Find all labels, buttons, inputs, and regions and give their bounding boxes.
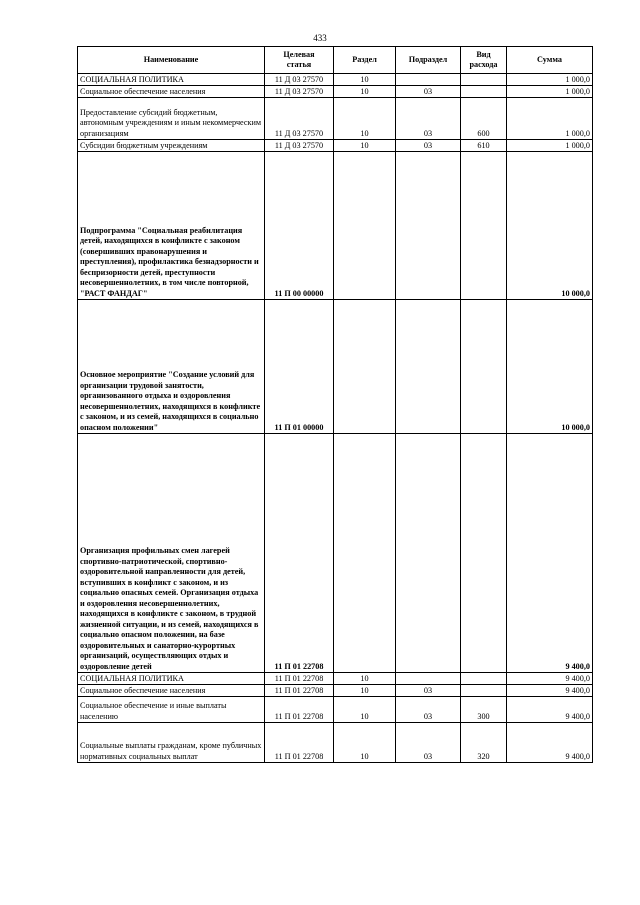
cell-subsection — [396, 673, 461, 685]
cell-article: 11 Д 03 27570 — [265, 98, 334, 140]
cell-section: 10 — [334, 98, 396, 140]
table-header-row — [78, 47, 593, 74]
cell-name: Организация профильных смен лагерей спортивно-патриотической, спортивно-оздоровительной направленности для детей, вступивших в конфликт с законом, и из социально опасных семей. Организация отдыха и оздоровления несовершеннолетних, находящихся в конфликте с законом, в трудной жизненной ситуации, и из семей, находящихся в социально опасном положении, на базе оздоровительных и санаторно-курортных организаций, осуществляющих отдых и оздоровление детей — [78, 434, 265, 673]
cell-sum: 10 000,0 — [507, 152, 593, 300]
table-row — [78, 98, 593, 140]
budget-table — [77, 46, 593, 763]
cell-section: 10 — [334, 673, 396, 685]
cell-name: Предоставление субсидий бюджетным, автономным учреждениям и иным некоммерческим организациям — [78, 98, 265, 140]
cell-subsection: 03 — [396, 86, 461, 98]
cell-expense-type: 610 — [461, 140, 507, 152]
cell-subsection — [396, 300, 461, 434]
cell-article: 11 П 01 22708 — [265, 723, 334, 763]
cell-name: Основное мероприятие "Создание условий для организации трудовой занятости, организованного отдыха и оздоровления несовершеннолетних, находящихся в конфликте с законом, и из семей, находящихся в социально опасном положении" — [78, 300, 265, 434]
cell-expense-type — [461, 152, 507, 300]
cell-expense-type: 600 — [461, 98, 507, 140]
cell-name: Социальное обеспечение и иные выплаты населению — [78, 697, 265, 723]
cell-name: Субсидии бюджетным учреждениям — [78, 140, 265, 152]
cell-sum: 1 000,0 — [507, 86, 593, 98]
cell-expense-type — [461, 74, 507, 86]
table-row — [78, 86, 593, 98]
cell-sum: 9 400,0 — [507, 723, 593, 763]
col-header-name: Наименование — [78, 47, 265, 74]
cell-name: СОЦИАЛЬНАЯ ПОЛИТИКА — [78, 673, 265, 685]
table-row — [78, 685, 593, 697]
cell-section — [334, 152, 396, 300]
cell-expense-type — [461, 86, 507, 98]
cell-expense-type: 300 — [461, 697, 507, 723]
cell-expense-type — [461, 685, 507, 697]
table-row — [78, 152, 593, 300]
cell-section: 10 — [334, 685, 396, 697]
page-number: 433 — [313, 33, 327, 43]
cell-article: 11 П 00 00000 — [265, 152, 334, 300]
col-header-sum: Сумма — [507, 47, 593, 74]
cell-sum: 1 000,0 — [507, 98, 593, 140]
cell-subsection: 03 — [396, 140, 461, 152]
table-row — [78, 74, 593, 86]
cell-section: 10 — [334, 74, 396, 86]
cell-sum: 9 400,0 — [507, 434, 593, 673]
cell-name: Подпрограмма "Социальная реабилитация детей, находящихся в конфликте с законом (совершивших правонарушения и преступления), профилактика безнадзорности и беспризорности детей, преступности несовершеннолетних, в том числе повторной, "РАСТ ФАНДАГ" — [78, 152, 265, 300]
cell-section — [334, 434, 396, 673]
col-header-subsection: Подраздел — [396, 47, 461, 74]
cell-article: 11 Д 03 27570 — [265, 86, 334, 98]
cell-section: 10 — [334, 723, 396, 763]
cell-expense-type: 320 — [461, 723, 507, 763]
cell-subsection: 03 — [396, 723, 461, 763]
cell-name: СОЦИАЛЬНАЯ ПОЛИТИКА — [78, 74, 265, 86]
col-header-expense-type — [461, 47, 507, 74]
table-row — [78, 697, 593, 723]
cell-expense-type — [461, 300, 507, 434]
table-row — [78, 673, 593, 685]
cell-article: 11 П 01 22708 — [265, 685, 334, 697]
table-row — [78, 723, 593, 763]
cell-name: Социальные выплаты гражданам, кроме публичных нормативных социальных выплат — [78, 723, 265, 763]
col-header-article — [265, 47, 334, 74]
cell-sum: 9 400,0 — [507, 697, 593, 723]
col-header-section: Раздел — [334, 47, 396, 74]
cell-section: 10 — [334, 697, 396, 723]
cell-article: 11 Д 03 27570 — [265, 140, 334, 152]
col-header-article-label: Целевая статья — [283, 49, 315, 69]
cell-subsection — [396, 434, 461, 673]
cell-subsection — [396, 152, 461, 300]
cell-section: 10 — [334, 86, 396, 98]
cell-subsection: 03 — [396, 697, 461, 723]
cell-subsection: 03 — [396, 98, 461, 140]
cell-sum: 10 000,0 — [507, 300, 593, 434]
table-row — [78, 140, 593, 152]
cell-section — [334, 300, 396, 434]
cell-subsection — [396, 74, 461, 86]
cell-name: Социальное обеспечение населения — [78, 86, 265, 98]
cell-section: 10 — [334, 140, 396, 152]
cell-expense-type — [461, 673, 507, 685]
table-row — [78, 434, 593, 673]
cell-article: 11 П 01 22708 — [265, 673, 334, 685]
cell-article: 11 П 01 22708 — [265, 434, 334, 673]
cell-article: 11 Д 03 27570 — [265, 74, 334, 86]
cell-sum: 9 400,0 — [507, 685, 593, 697]
cell-name: Социальное обеспечение населения — [78, 685, 265, 697]
cell-sum: 1 000,0 — [507, 140, 593, 152]
cell-article: 11 П 01 00000 — [265, 300, 334, 434]
cell-sum: 1 000,0 — [507, 74, 593, 86]
cell-subsection: 03 — [396, 685, 461, 697]
cell-sum: 9 400,0 — [507, 673, 593, 685]
cell-expense-type — [461, 434, 507, 673]
table-row — [78, 300, 593, 434]
cell-article: 11 П 01 22708 — [265, 697, 334, 723]
col-header-expense-type-label: Вид расхода — [469, 49, 498, 69]
